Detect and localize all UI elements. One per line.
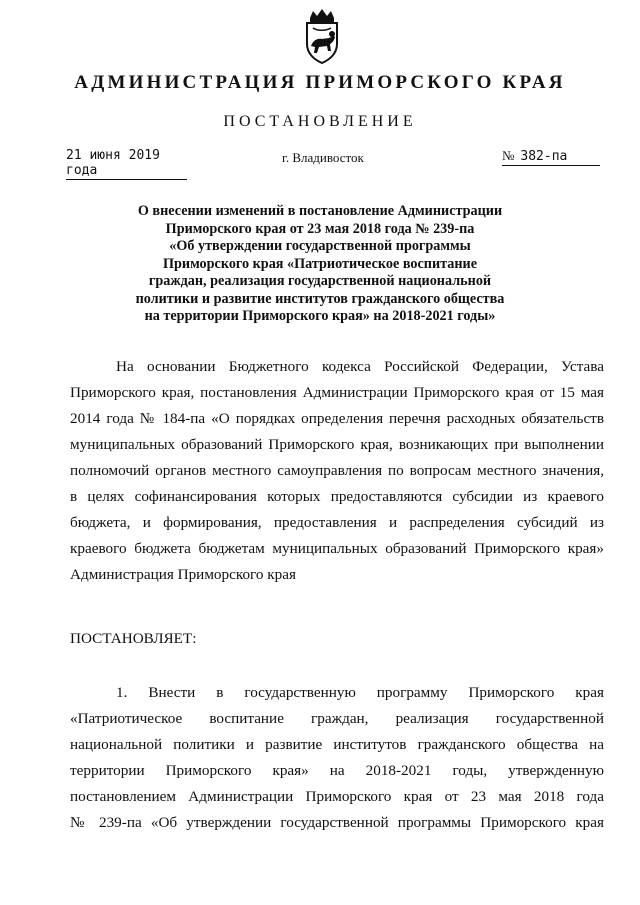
preamble-paragraph: [70, 354, 604, 588]
paragraph-line: постановлением Администрации Приморского края от 23 мая 2018 года: [70, 788, 604, 805]
coat-of-arms-icon: [302, 8, 342, 64]
subject-line: граждан, реализация государственной национальной: [148, 273, 492, 289]
document-number: [502, 148, 600, 166]
paragraph-line: территории Приморского края» на 2018-2021 годы, утвержденную: [70, 762, 604, 779]
number-prefix: №: [502, 148, 515, 163]
paragraph-line: На основании Бюджетного кодекса Российской Федерации, Устава: [116, 358, 604, 375]
paragraph-line: Приморского края, постановления Администрации Приморского края от 15 мая: [70, 384, 604, 401]
decree-word: ПОСТАНОВЛЯЕТ:: [70, 630, 197, 647]
item-1-paragraph: [70, 680, 604, 836]
document-type: ПОСТАНОВЛЕНИЕ: [223, 113, 417, 130]
subject-line: на территории Приморского края» на 2018-2021 годы»: [144, 308, 496, 324]
paragraph-line: «Патриотическое воспитание граждан, реализация государственной: [70, 710, 604, 727]
subject-line: «Об утверждении государственной программы: [169, 238, 471, 254]
document-subject: [110, 203, 530, 326]
document-date: 21 июня 2019 года: [66, 148, 187, 180]
paragraph-line: национальной политики и развитие институтов гражданского общества на: [70, 736, 604, 753]
paragraph-line: № 239-па «Об утверждении государственной программы Приморского края: [70, 814, 604, 831]
number-value: 382-па: [520, 149, 568, 164]
paragraph-line: полномочий органов местного самоуправления по вопросам местного значения,: [70, 462, 604, 479]
paragraph-line: 2014 года № 184-па «О порядках определения перечня расходных обязательств: [70, 410, 604, 427]
subject-line: Приморского края «Патриотическое воспитание: [162, 255, 478, 272]
paragraph-line: бюджета, и формирования, предоставления и распределения субсидий из: [70, 514, 604, 531]
paragraph-line: 1. Внести в государственную программу Приморского края: [116, 684, 604, 701]
document-city: г. Владивосток: [282, 150, 364, 165]
subject-line: О внесении изменений в постановление Администрации: [137, 203, 503, 219]
paragraph-line: Администрация Приморского края: [70, 566, 296, 583]
subject-line: политики и развитие институтов гражданского общества: [135, 290, 505, 307]
subject-line: Приморского края от 23 мая 2018 года № 239-па: [165, 220, 475, 237]
paragraph-line: в целях софинансирования которых предоставляются субсидии из краевого: [70, 488, 604, 505]
paragraph-line: муниципальных образований Приморского края, возникающих при выполнении: [70, 436, 604, 453]
organization-title: АДМИНИСТРАЦИЯ ПРИМОРСКОГО КРАЯ: [74, 72, 566, 93]
paragraph-line: краевого бюджета бюджетам муниципальных образований Приморского края»: [70, 540, 604, 557]
